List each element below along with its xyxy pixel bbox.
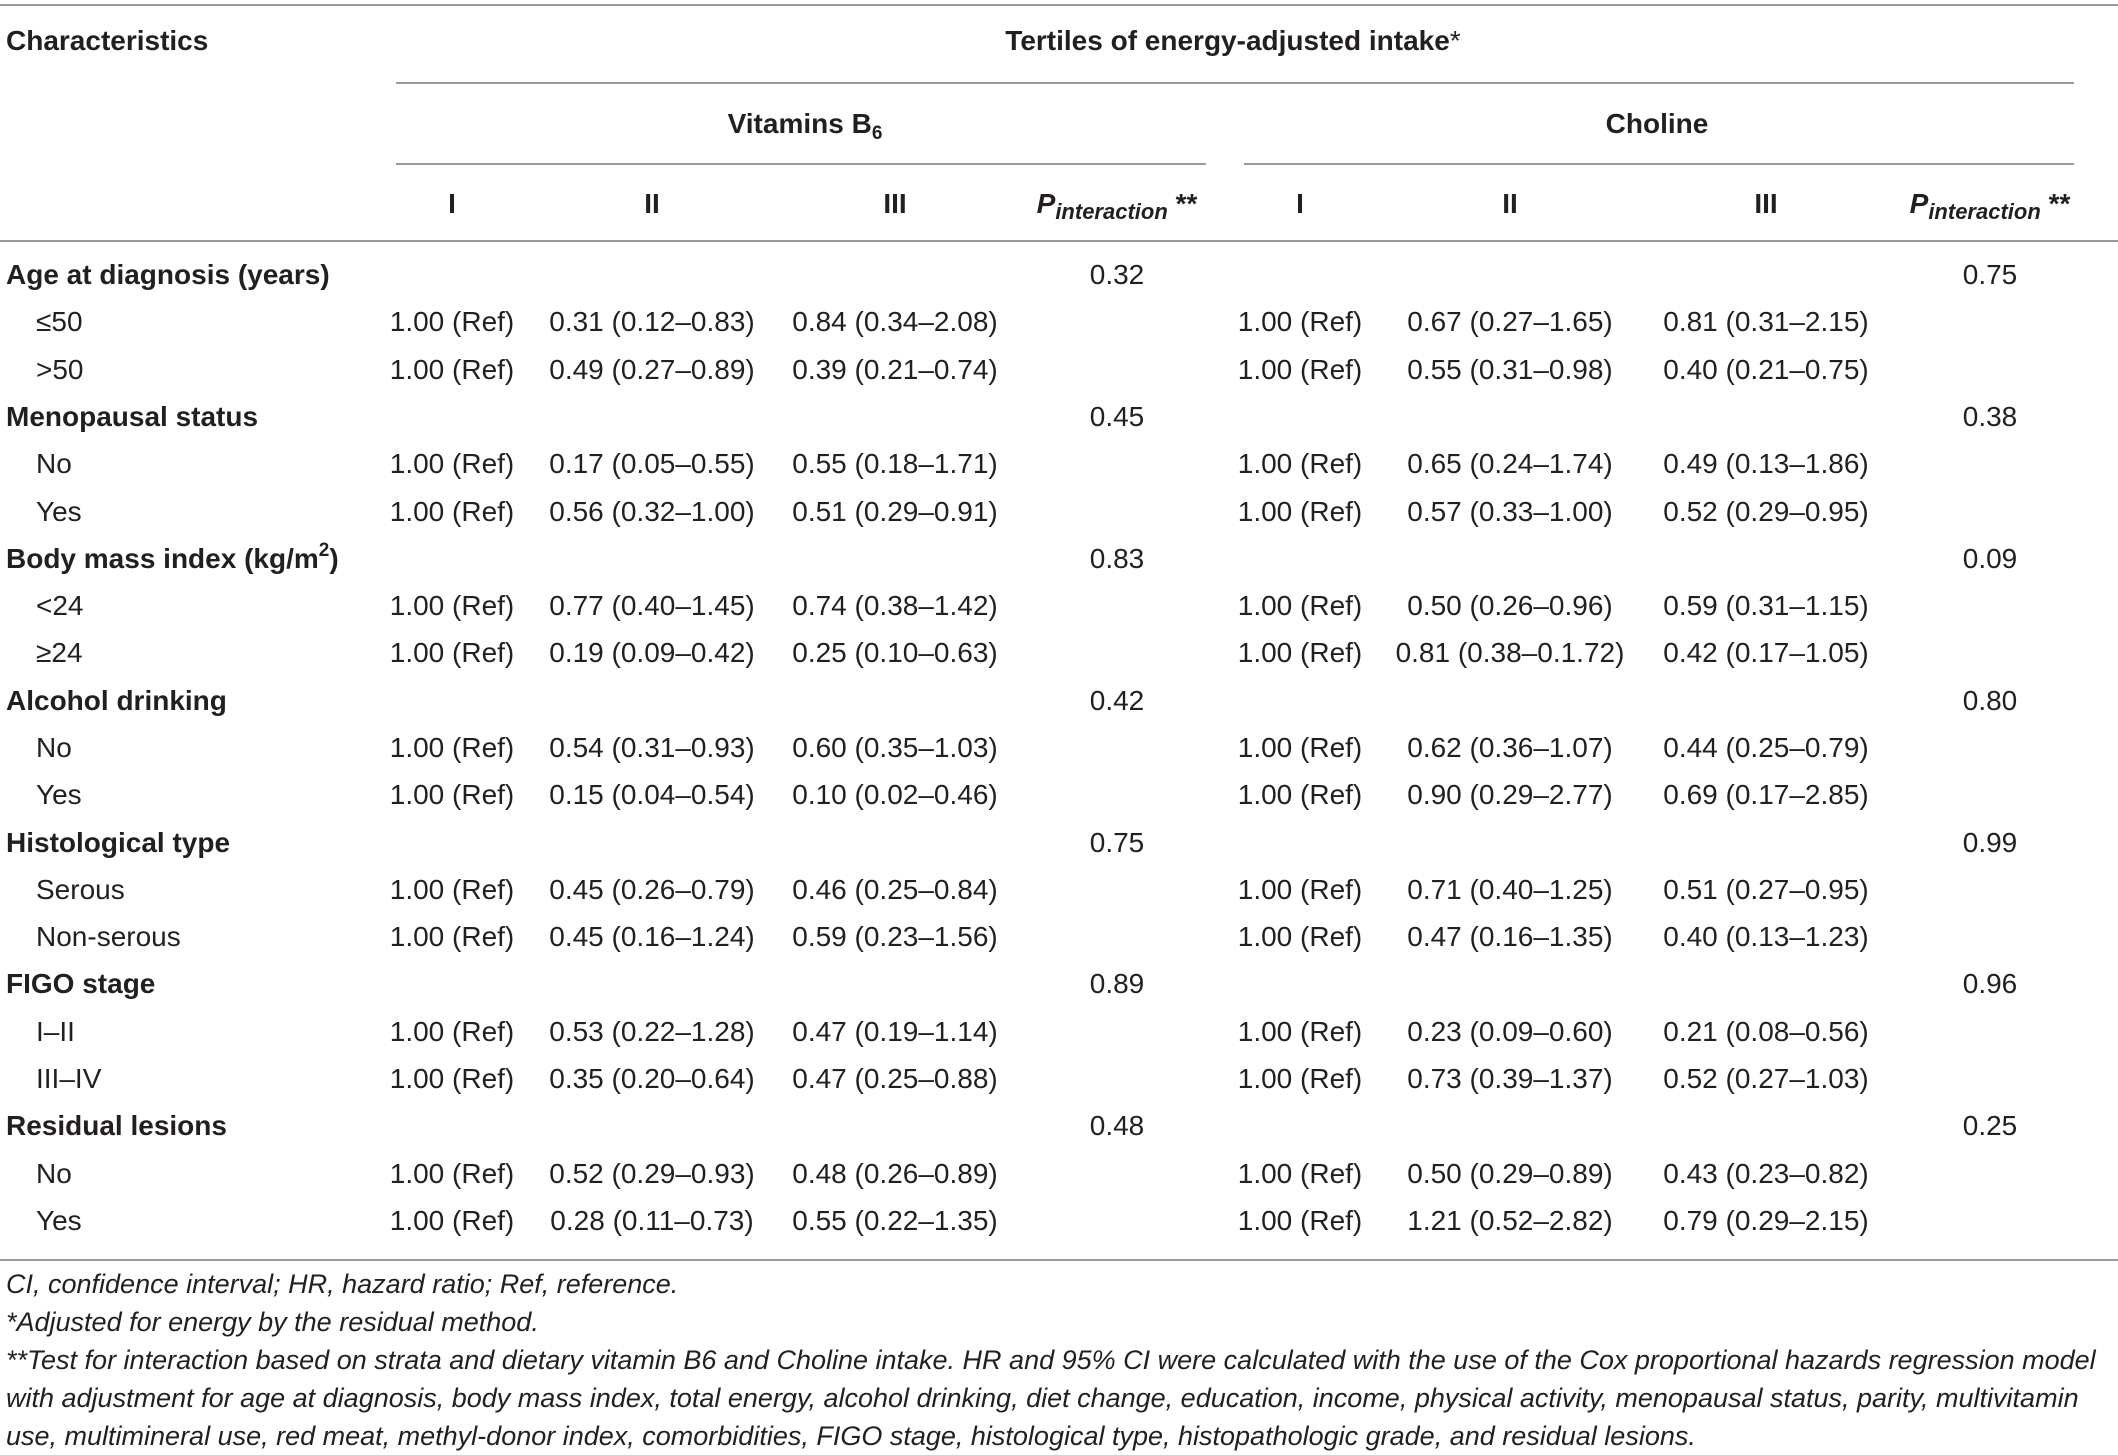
- b6-col-3-header: III: [883, 188, 907, 219]
- b6-col-1-header: I: [448, 188, 456, 219]
- group-label: Alcohol drinking: [6, 685, 227, 716]
- choline-cell: 1.00 (Ref): [1237, 637, 1363, 668]
- top-rule: [0, 4, 2118, 6]
- choline-cell: 1.21 (0.52–2.82): [1407, 1205, 1613, 1236]
- p-interaction-b6: 0.75: [1089, 827, 1145, 858]
- choline-col-1-header: I: [1296, 188, 1304, 219]
- choline-cell: 0.52 (0.27–1.03): [1663, 1063, 1869, 1094]
- p-interaction-choline: 0.99: [1962, 827, 2018, 858]
- row-label: ≥24: [36, 637, 83, 668]
- p-interaction-choline: 0.96: [1962, 968, 2018, 999]
- tertiles-header: Tertiles of energy-adjusted intake*: [1005, 25, 1461, 56]
- b6-cell: 1.00 (Ref): [389, 354, 515, 385]
- footnote-abbreviations: CI, confidence interval; HR, hazard ratio; Ref, reference.: [6, 1269, 679, 1299]
- choline-cell: 1.00 (Ref): [1237, 921, 1363, 952]
- row-label: Yes: [36, 1205, 82, 1236]
- footnote-interaction: **Test for interaction based on strata and dietary vitamin B6 and Choline intake. HR and 95% CI were calculated with the use of the Cox proportional hazards regression model with adjustment for age at diagnosis, body mass index, total energy, alcohol drinking, diet change, education, income, physical activity, menopausal status, parity, multivitamin use, multimineral use, red meat, methyl-donor index, comorbidities, FIGO stage, histological type, histopathologic grade, and residual lesions.: [6, 1345, 2096, 1451]
- group-label: Histological type: [6, 827, 231, 858]
- b6-cell: 0.45 (0.16–1.24): [549, 921, 755, 952]
- b6-cell: 0.77 (0.40–1.45): [549, 590, 755, 621]
- choline-p-interaction-header: $P_{interaction}$ **: [1909, 188, 2071, 224]
- choline-cell: 0.62 (0.36–1.07): [1407, 732, 1613, 763]
- choline-cell: 1.00 (Ref): [1237, 732, 1363, 763]
- p-interaction-b6: 0.48: [1089, 1110, 1145, 1141]
- choline-cell: 0.50 (0.29–0.89): [1407, 1158, 1613, 1189]
- choline-cell: 0.71 (0.40–1.25): [1407, 874, 1613, 905]
- choline-cell: 1.00 (Ref): [1237, 496, 1363, 527]
- b6-cell: 0.17 (0.05–0.55): [549, 448, 755, 479]
- b6-cell: 1.00 (Ref): [389, 590, 515, 621]
- header-bottom-rule: [0, 240, 2118, 242]
- choline-cell: 0.21 (0.08–0.56): [1663, 1016, 1869, 1047]
- choline-cell: 1.00 (Ref): [1237, 1063, 1363, 1094]
- b6-cell: 0.45 (0.26–0.79): [549, 874, 755, 905]
- b6-cell: 0.60 (0.35–1.03): [792, 732, 998, 763]
- row-label: Non-serous: [36, 921, 181, 952]
- b6-cell: 1.00 (Ref): [389, 306, 515, 337]
- choline-cell: 0.69 (0.17–2.85): [1663, 779, 1869, 810]
- choline-cell: 0.50 (0.26–0.96): [1407, 590, 1613, 621]
- b6-cell: 1.00 (Ref): [389, 1205, 515, 1236]
- p-interaction-choline: 0.09: [1962, 543, 2018, 574]
- group-label: Body mass index $(kg/m^2)$: [6, 540, 339, 574]
- p-interaction-b6: 0.32: [1089, 259, 1145, 290]
- b6-cell: 1.00 (Ref): [389, 448, 515, 479]
- p-interaction-choline: 0.75: [1962, 259, 2018, 290]
- choline-cell: 1.00 (Ref): [1237, 874, 1363, 905]
- p-interaction-b6: 0.89: [1089, 968, 1145, 999]
- row-label: No: [36, 1158, 72, 1189]
- b6-cell: 0.53 (0.22–1.28): [549, 1016, 755, 1047]
- choline-col-2-header: II: [1502, 188, 1518, 219]
- table-bottom-rule: [0, 1259, 2118, 1261]
- b6-cell: 0.19 (0.09–0.42): [549, 637, 755, 668]
- b6-cell: 0.15 (0.04–0.54): [549, 779, 755, 810]
- group-label: FIGO stage: [6, 968, 156, 999]
- b6-cell: 0.59 (0.23–1.56): [792, 921, 998, 952]
- b6-cell: 0.28 (0.11–0.73): [550, 1205, 754, 1236]
- choline-header: Choline: [1605, 108, 1709, 139]
- p-interaction-b6: 0.42: [1089, 685, 1145, 716]
- choline-cell: 0.49 (0.13–1.86): [1663, 448, 1869, 479]
- choline-cell: 0.90 (0.29–2.77): [1407, 779, 1613, 810]
- row-label: Serous: [36, 874, 125, 905]
- choline-cell: 1.00 (Ref): [1237, 306, 1363, 337]
- row-label: >50: [36, 354, 84, 385]
- b6-cell: 0.25 (0.10–0.63): [792, 637, 998, 668]
- choline-cell: 0.43 (0.23–0.82): [1663, 1158, 1869, 1189]
- b6-cell: 0.10 (0.02–0.46): [792, 779, 998, 810]
- choline-cell: 0.55 (0.31–0.98): [1407, 354, 1613, 385]
- b6-cell: 0.31 (0.12–0.83): [549, 306, 755, 337]
- b6-cell: 0.55 (0.18–1.71): [792, 448, 998, 479]
- b6-cell: 0.35 (0.20–0.64): [549, 1063, 755, 1094]
- p-interaction-b6: 0.45: [1089, 401, 1145, 432]
- choline-cell: 0.59 (0.31–1.15): [1663, 590, 1869, 621]
- group-label: Residual lesions: [6, 1110, 227, 1141]
- choline-cell: 0.67 (0.27–1.65): [1407, 306, 1613, 337]
- choline-cell: 0.40 (0.21–0.75): [1663, 354, 1869, 385]
- choline-cell: 1.00 (Ref): [1237, 448, 1363, 479]
- choline-cell: 0.65 (0.24–1.74): [1407, 448, 1613, 479]
- b6-cell: 0.84 (0.34–2.08): [792, 306, 998, 337]
- row-label: No: [36, 732, 72, 763]
- choline-cell: 0.51 (0.27–0.95): [1663, 874, 1869, 905]
- choline-cell: 1.00 (Ref): [1237, 590, 1363, 621]
- b6-cell: 0.47 (0.25–0.88): [792, 1063, 998, 1094]
- choline-cell: 0.52 (0.29–0.95): [1663, 496, 1869, 527]
- p-interaction-choline: 0.38: [1962, 401, 2018, 432]
- p-interaction-choline: 0.80: [1962, 685, 2018, 716]
- b6-p-interaction-header: $P_{interaction}$ **: [1036, 188, 1198, 224]
- b6-cell: 1.00 (Ref): [389, 921, 515, 952]
- choline-cell: 1.00 (Ref): [1237, 1016, 1363, 1047]
- b6-cell: 1.00 (Ref): [389, 779, 515, 810]
- choline-cell: 0.42 (0.17–1.05): [1663, 637, 1869, 668]
- choline-cell: 0.23 (0.09–0.60): [1407, 1016, 1613, 1047]
- b6-cell: 0.46 (0.25–0.84): [792, 874, 998, 905]
- choline-cell: 0.57 (0.33–1.00): [1407, 496, 1613, 527]
- b6-cell: 1.00 (Ref): [389, 1063, 515, 1094]
- vitamin-b6-header: Vitamins $B_6$: [727, 108, 883, 144]
- b6-cell: 0.56 (0.32–1.00): [549, 496, 755, 527]
- b6-cell: 1.00 (Ref): [389, 874, 515, 905]
- footnote-energy: *Adjusted for energy by the residual method.: [6, 1307, 539, 1337]
- b6-cell: 1.00 (Ref): [389, 1158, 515, 1189]
- b6-cell: 0.54 (0.31–0.93): [549, 732, 755, 763]
- choline-underline: [1244, 163, 2074, 165]
- p-interaction-choline: 0.25: [1962, 1110, 2018, 1141]
- row-label: III–IV: [36, 1063, 102, 1094]
- row-label: ≤50: [36, 306, 83, 337]
- b6-cell: 0.51 (0.29–0.91): [792, 496, 998, 527]
- row-label: No: [36, 448, 72, 479]
- b6-cell: 0.55 (0.22–1.35): [792, 1205, 998, 1236]
- choline-cell: 1.00 (Ref): [1237, 1205, 1363, 1236]
- group-label: Age at diagnosis (years): [6, 259, 330, 290]
- b6-cell: 1.00 (Ref): [389, 732, 515, 763]
- b6-cell: 0.49 (0.27–0.89): [549, 354, 755, 385]
- b6-cell: 1.00 (Ref): [389, 496, 515, 527]
- choline-cell: 1.00 (Ref): [1237, 1158, 1363, 1189]
- characteristics-header: Characteristics: [6, 25, 209, 56]
- choline-cell: 0.73 (0.39–1.37): [1407, 1063, 1613, 1094]
- choline-cell: 0.47 (0.16–1.35): [1407, 921, 1613, 952]
- row-label: Yes: [36, 779, 82, 810]
- choline-cell: 1.00 (Ref): [1237, 354, 1363, 385]
- b6-cell: 0.52 (0.29–0.93): [549, 1158, 755, 1189]
- row-label: I–II: [36, 1016, 75, 1047]
- b6-col-2-header: II: [644, 188, 660, 219]
- choline-cell: 0.81 (0.31–2.15): [1663, 306, 1869, 337]
- choline-cell: 0.44 (0.25–0.79): [1663, 732, 1869, 763]
- choline-cell: 0.81 (0.38–0.1.72): [1395, 637, 1625, 668]
- choline-col-3-header: III: [1754, 188, 1778, 219]
- footnotes: [6, 1265, 2111, 1455]
- b6-cell: 0.39 (0.21–0.74): [792, 354, 998, 385]
- row-label: Yes: [36, 496, 82, 527]
- choline-cell: 0.40 (0.13–1.23): [1663, 921, 1869, 952]
- b6-cell: 1.00 (Ref): [389, 1016, 515, 1047]
- choline-cell: 1.00 (Ref): [1237, 779, 1363, 810]
- b6-cell: 0.47 (0.19–1.14): [792, 1016, 998, 1047]
- p-interaction-b6: 0.83: [1089, 543, 1145, 574]
- group-label: Menopausal status: [6, 401, 259, 432]
- b6-cell: 0.48 (0.26–0.89): [792, 1158, 998, 1189]
- b6-cell: 1.00 (Ref): [389, 637, 515, 668]
- choline-cell: 0.79 (0.29–2.15): [1663, 1205, 1869, 1236]
- row-label: <24: [36, 590, 84, 621]
- vitamin-b6-underline: [396, 163, 1206, 165]
- b6-cell: 0.74 (0.38–1.42): [792, 590, 998, 621]
- tertiles-underline: [396, 82, 2074, 84]
